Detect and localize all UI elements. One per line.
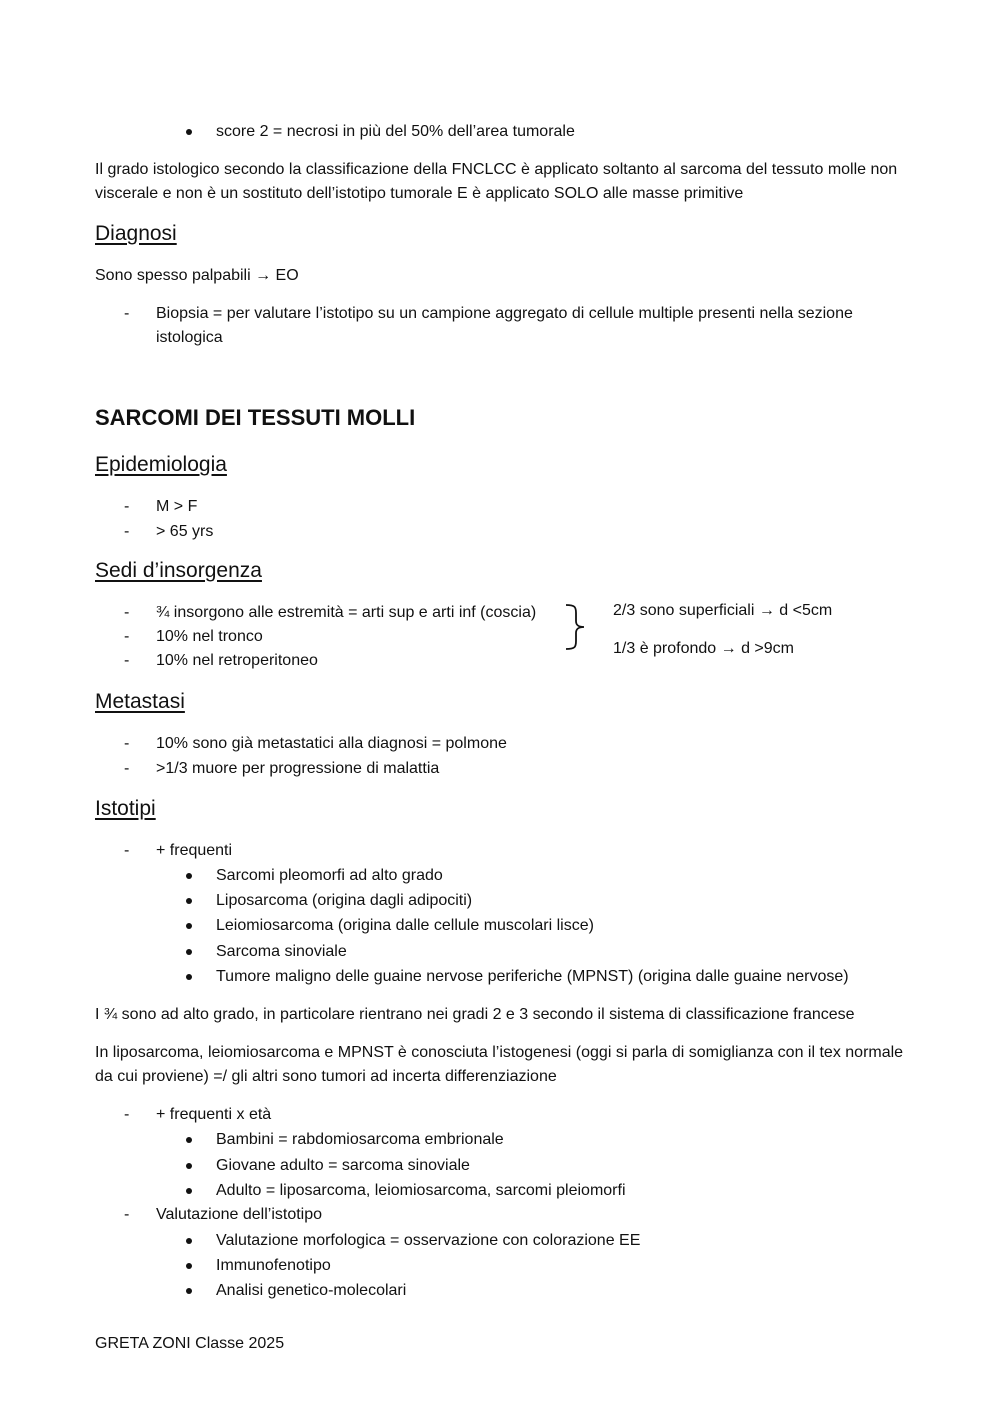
list-item: Sarcomi pleomorfi ad alto grado (216, 867, 443, 884)
dash-marker: - (124, 628, 130, 645)
list-item: Bambini = rabdomiosarcoma embrionale (216, 1131, 504, 1148)
bullet-dot (186, 1263, 192, 1269)
page-footer: GRETA ZONI Classe 2025 (95, 1335, 285, 1352)
bullet-dot (186, 1288, 192, 1294)
dash-marker: - (124, 842, 130, 859)
dash-marker: - (124, 523, 130, 540)
dash-marker: - (124, 652, 130, 669)
list-item: Analisi genetico-molecolari (216, 1282, 407, 1299)
list-item: Valutazione dell’istotipo (156, 1206, 323, 1223)
list-item: 10% sono già metastatici alla diagnosi = polmone (156, 735, 507, 752)
section-heading-sedi: Sedi d’insorgenza (95, 559, 262, 582)
list-item: Sarcoma sinoviale (216, 943, 347, 960)
dash-marker: - (124, 760, 130, 777)
list-item: Giovane adulto = sarcoma sinoviale (216, 1157, 470, 1174)
list-item: >1/3 muore per progressione di malattia (156, 760, 440, 777)
bullet-dot (186, 873, 192, 879)
bullet-dot (186, 923, 192, 929)
bullet-dot (186, 974, 192, 980)
dash-marker: - (124, 498, 130, 515)
list-item: ¾ insorgono alle estremità = arti sup e arti inf (coscia) (156, 604, 537, 621)
list-item: + frequenti x età (156, 1106, 272, 1123)
section-heading-epidemiologia: Epidemiologia (95, 453, 227, 476)
list-item: M > F (156, 498, 198, 515)
list-item: 10% nel retroperitoneo (156, 652, 318, 669)
bullet-dot (186, 1163, 192, 1169)
curly-brace-icon (563, 603, 589, 651)
bullet-dot (186, 898, 192, 904)
list-item: Biopsia = per valutare l’istotipo su un campione aggregato di cellule multiple presenti nella sezione istologica (156, 305, 853, 346)
list-item: Tumore maligno delle guaine nervose periferiche (MPNST) (origina dalle guaine nervose) (216, 968, 849, 985)
list-item: > 65 yrs (156, 523, 214, 540)
dash-marker: - (124, 1206, 130, 1223)
section-heading-istotipi: Istotipi (95, 797, 156, 820)
list-item: + frequenti (156, 842, 233, 859)
dash-marker: - (124, 604, 130, 621)
side-note: 2/3 sono superficiali → d <5cm (613, 602, 833, 619)
list-item: 10% nel tronco (156, 628, 263, 645)
bullet-dot (186, 129, 192, 135)
paragraph: Il grado istologico secondo la classificazione della FNCLCC è applicato soltanto al sarcoma del tessuto molle non viscerale e non è un sostituto dell’istotipo tumorale E è applicato SOLO alle masse primitive (95, 161, 898, 202)
paragraph: Sono spesso palpabili → EO (95, 267, 299, 284)
side-note: 1/3 è profondo → d >9cm (613, 640, 794, 657)
list-item: Immunofenotipo (216, 1257, 331, 1274)
paragraph: In liposarcoma, leiomiosarcoma e MPNST è conosciuta l’istogenesi (oggi si parla di somiglianza con il tex normale da cui proviene) =/ gli altri sono tumori ad incerta differenziazione (95, 1044, 904, 1085)
bullet-dot (186, 949, 192, 955)
dash-marker: - (124, 735, 130, 752)
dash-marker: - (124, 1106, 130, 1123)
section-heading-diagnosi: Diagnosi (95, 222, 177, 245)
bullet-dot (186, 1137, 192, 1143)
bullet-dot (186, 1238, 192, 1244)
paragraph: I ¾ sono ad alto grado, in particolare rientrano nei gradi 2 e 3 secondo il sistema di classificazione francese (95, 1006, 855, 1023)
dash-marker: - (124, 305, 130, 322)
list-item: score 2 = necrosi in più del 50% dell’area tumorale (216, 123, 575, 140)
section-heading-metastasi: Metastasi (95, 690, 185, 713)
list-item: Liposarcoma (origina dagli adipociti) (216, 892, 473, 909)
list-item: Valutazione morfologica = osservazione con colorazione EE (216, 1232, 641, 1249)
page-title: SARCOMI DEI TESSUTI MOLLI (95, 405, 416, 430)
list-item: Adulto = liposarcoma, leiomiosarcoma, sarcomi pleiomorfi (216, 1182, 626, 1199)
list-item: Leiomiosarcoma (origina dalle cellule muscolari lisce) (216, 917, 594, 934)
bullet-dot (186, 1188, 192, 1194)
